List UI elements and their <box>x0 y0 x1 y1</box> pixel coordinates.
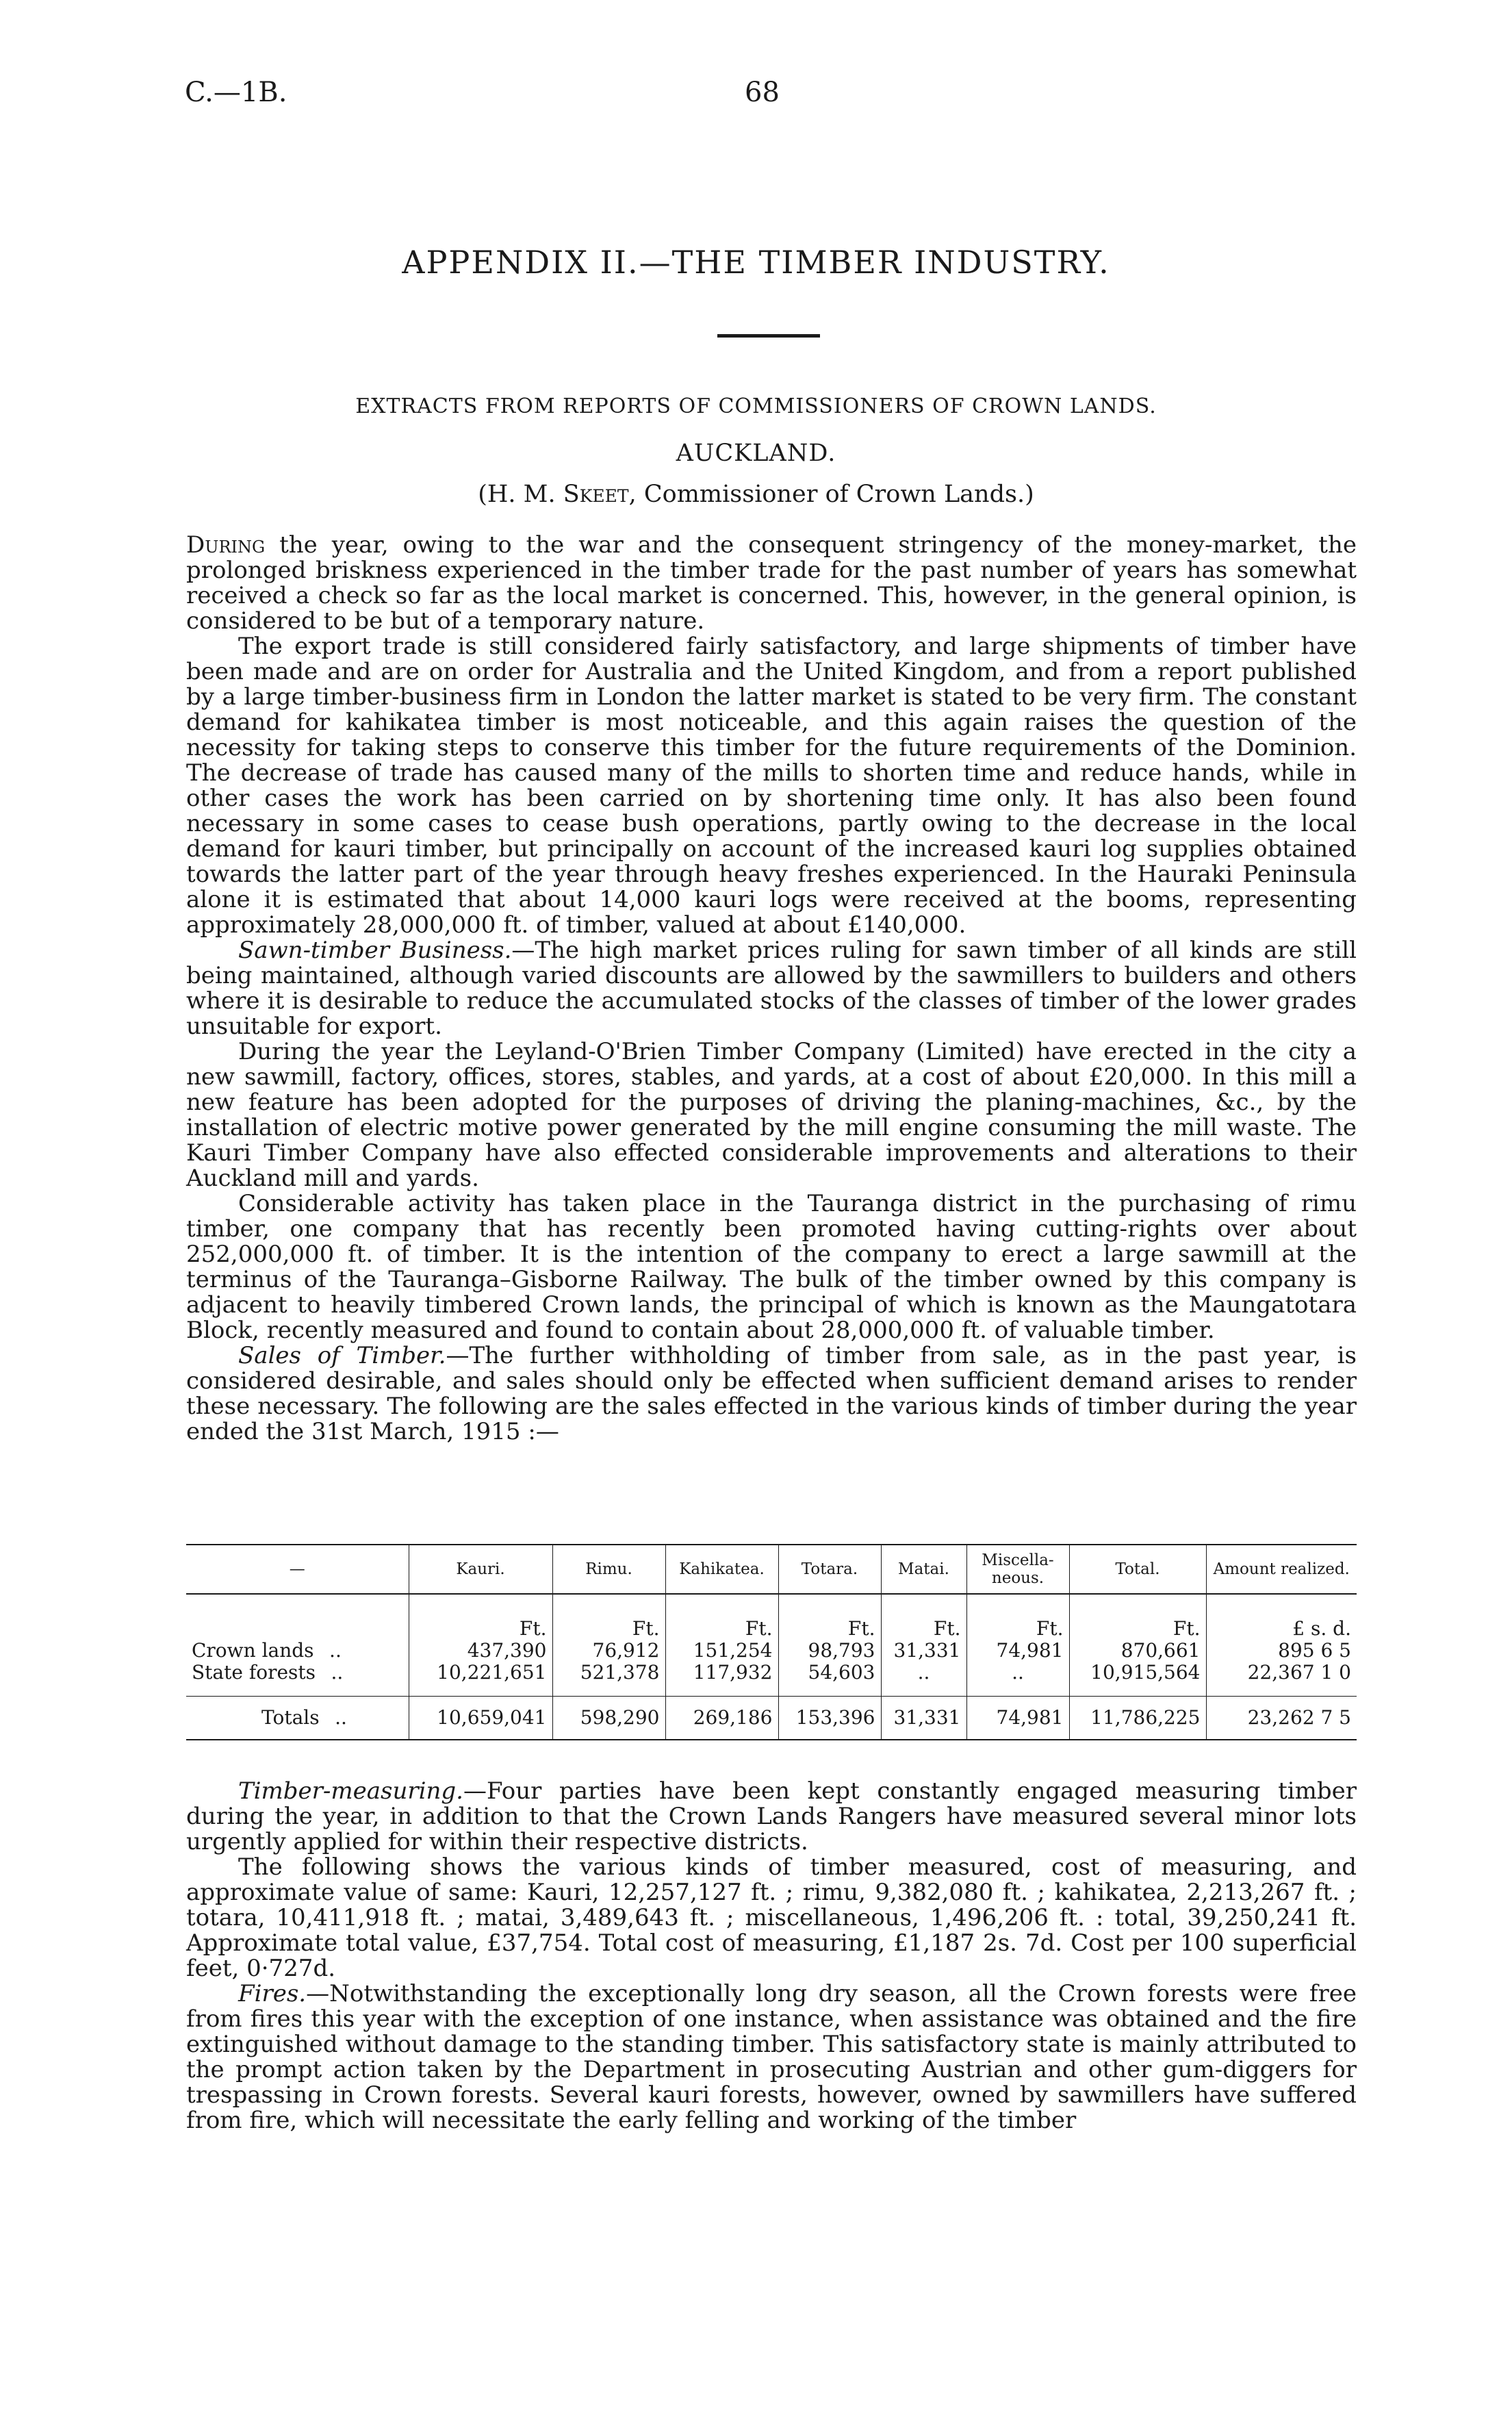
row-label-text: Totals <box>261 1706 320 1729</box>
doc-reference: C.—1B. <box>185 77 287 108</box>
table-header: Total. <box>1069 1545 1206 1594</box>
row-leader: .. <box>331 1661 344 1684</box>
table-cell: 870,661 <box>1069 1640 1206 1662</box>
region-heading: AUCKLAND. <box>676 440 836 467</box>
sales-table <box>186 1544 1357 1740</box>
page-title: APPENDIX II.—THE TIMBER INDUSTRY. <box>402 244 1110 281</box>
table-header: Kahikatea. <box>665 1545 778 1594</box>
page-number: 68 <box>745 77 780 108</box>
report-text-lower <box>186 1779 1357 2133</box>
table-cell: 31,331 <box>881 1697 966 1740</box>
paragraph-5: Considerable activity has taken place in the Tauranga district in the purchasing of rimu timber, one company that has recently been promoted having cutting-rights over about 252,000,000 ft. of timber. It is the intention of the company to erect a large sawmill at the terminus of the Tauranga–Gisborne Railway. The bulk of the timber owned by this company is adjacent to heavily timbered Crown lands, the principal of which is known as the Maungatotara Block, recently measured and found to contain about 28,000,000 ft. of valuable timber. <box>186 1190 1357 1344</box>
paragraph-3 <box>186 938 1357 1039</box>
table-cell: 521,378 <box>552 1662 665 1684</box>
table-header: Miscella-neous. <box>966 1545 1069 1594</box>
row-label-text: Crown lands <box>192 1639 314 1662</box>
paragraph-9 <box>186 1981 1357 2133</box>
table-header: Kauri. <box>409 1545 552 1594</box>
commissioner-open: (H. M. <box>478 481 563 508</box>
table-cell: 76,912 <box>552 1640 665 1662</box>
commissioner-rest: , Commissioner of Crown Lands.) <box>628 481 1034 508</box>
paragraph-2: The export trade is still considered fairly satisfactory, and large shipments of timber have been made and are on order for Australia and the United Kingdom, and from a report published by a large timber-business firm in London the latter market is stated to be very firm. The constant demand for kahikatea timber is most noticeable, and this again raises the question of the necessity for taking steps to conserve this timber for the future requirements of the Dominion. The decrease of trade has caused many of the mills to shorten time and reduce hands, while in other cases the work has been carried on by shortening time only. It has also been found necessary in some cases to cease bush operations, partly owing to the decrease in the local demand for kauri timber, but principally on account of the increased kauri log supplies obtained towards the latter part of the year through heavy freshes experienced. In the Hauraki Peninsula alone it is estimated that about 14,000 kauri logs were received at the booms, representing approximately 28,000,000 ft. of timber, valued at about £140,000. <box>186 633 1357 939</box>
table-header: Totara. <box>778 1545 881 1594</box>
table-cell: Ft. <box>778 1594 881 1640</box>
table-totals-row <box>186 1697 1357 1740</box>
table-row <box>186 1640 1357 1662</box>
table-cell: 98,793 <box>778 1640 881 1662</box>
table-cell: .. <box>966 1662 1069 1684</box>
table-cell: 437,390 <box>409 1640 552 1662</box>
table-header: Matai. <box>881 1545 966 1594</box>
table-cell: 22,367 1 0 <box>1206 1662 1357 1684</box>
table-cell: £ s. d. <box>1206 1594 1357 1640</box>
section-subtitle: EXTRACTS FROM REPORTS OF COMMISSIONERS OF CROWN LANDS. <box>355 394 1157 418</box>
paragraph-9-heading: Fires. <box>238 1980 307 2007</box>
table-cell: Ft. <box>1069 1594 1206 1640</box>
table-cell: 10,659,041 <box>409 1697 552 1740</box>
paragraph-8: The following shows the various kinds of timber measured, cost of measuring, and approximate value of same: Kauri, 12,257,127 ft. ; rimu, 9,382,080 ft. ; kahikatea, 2,213,267 ft. ; totara, 10,411,918 ft. ; matai, 3,489,643 ft. ; miscellaneous, 1,496,206 ft. : total, 39,250,241 ft. Approximate total value, £37,754. Total cost of measuring, £1,187 2s. 7d. Cost per 100 superficial feet, 0·727d. <box>186 1853 1357 1982</box>
paragraph-3-text: —The high market prices ruling for sawn timber of all kinds are still being maintained, although varied discounts are allowed by the sawmillers to builders and others where it is desirable to reduce the accumulated stocks of the classes of timber of the lower grades unsuitable for export. <box>186 937 1357 1040</box>
row-leader: .. <box>329 1639 342 1662</box>
paragraph-7 <box>186 1779 1357 1855</box>
table-cell: Ft. <box>665 1594 778 1640</box>
paragraph-1-text: the year, owing to the war and the consequent stringency of the money-market, the prolonged briskness experienced in the timber trade for the past number of years has somewhat received a check so far as the local market is concerned. This, however, in the general opinion, is considered to be but of a temporary nature. <box>186 531 1357 635</box>
table-header-row <box>186 1545 1357 1594</box>
paragraph-7-heading: Timber-measuring. <box>238 1777 463 1805</box>
paragraph-6 <box>186 1343 1357 1445</box>
paragraph-6-heading: Sales of Timber. <box>238 1342 446 1369</box>
row-leader: .. <box>335 1706 347 1729</box>
paragraph-3-heading: Sawn-timber Business. <box>238 937 512 964</box>
paragraph-9-text: —Notwithstanding the exceptionally long dry season, all the Crown forests were free from fires this year with the exception of one instance, when assistance was obtained and the fire extinguished without damage to the standing timber. This satisfactory state is mainly attributed to the prompt action taken by the Department in prosecuting Austrian and other gum-diggers for trespassing in Crown forests. Several kauri forests, however, owned by sawmillers have suffered from fire, which will necessitate the early felling and working of the timber <box>186 1980 1357 2134</box>
table-cell: Ft. <box>409 1594 552 1640</box>
row-label <box>186 1662 409 1684</box>
table-cell: 895 6 5 <box>1206 1640 1357 1662</box>
paragraph-7-text: —Four parties have been kept constantly engaged measuring timber during the year, in addition to that the Crown Lands Rangers have measured several minor lots urgently applied for within their respective districts. <box>186 1777 1357 1855</box>
table-cell: 269,186 <box>665 1697 778 1740</box>
table-cell: 23,262 7 5 <box>1206 1697 1357 1740</box>
commissioner-line <box>0 481 1512 508</box>
paragraph-6-text: —The further withholding of timber from sale, as in the past year, is considered desirable, and sales should only be effected when sufficient demand arises to render these necessary. The following are the sales effected in the various kinds of timber during the year ended the 31st March, 1915 :— <box>186 1342 1357 1445</box>
table-cell: 10,915,564 <box>1069 1662 1206 1684</box>
paragraph-1-lead: During <box>186 531 266 559</box>
table-header: Rimu. <box>552 1545 665 1594</box>
table-cell: Ft. <box>552 1594 665 1640</box>
table-cell: 74,981 <box>966 1640 1069 1662</box>
paragraph-1 <box>186 533 1357 634</box>
report-text-upper <box>186 533 1357 1445</box>
table-cell: Ft. <box>881 1594 966 1640</box>
table-cell: 153,396 <box>778 1697 881 1740</box>
table-cell <box>186 1594 409 1640</box>
table-row <box>186 1662 1357 1684</box>
table-cell: 10,221,651 <box>409 1662 552 1684</box>
table-spacer-row <box>186 1684 1357 1697</box>
table-header: Amount realized. <box>1206 1545 1357 1594</box>
commissioner-name: Skeet <box>563 481 629 508</box>
table-cell: 598,290 <box>552 1697 665 1740</box>
paragraph-4: During the year the Leyland-O'Brien Timber Company (Limited) have erected in the city a new sawmill, factory, offices, stores, stables, and yards, at a cost of about £20,000. In this mill a new feature has been adopted for the purposes of driving the planing-machines, &c., by the installation of electric motive power generated by the mill engine consuming the mill waste. The Kauri Timber Company have also effected considerable improvements and alterations to their Auckland mill and yards. <box>186 1038 1357 1192</box>
row-label-text: State forests <box>192 1661 316 1684</box>
table-cell: .. <box>881 1662 966 1684</box>
table-units-row <box>186 1594 1357 1640</box>
table-cell: 31,331 <box>881 1640 966 1662</box>
table-cell: 151,254 <box>665 1640 778 1662</box>
table-cell: 11,786,225 <box>1069 1697 1206 1740</box>
table-cell: 74,981 <box>966 1697 1069 1740</box>
table-cell: Ft. <box>966 1594 1069 1640</box>
table-header: — <box>186 1545 409 1594</box>
title-rule <box>717 334 820 338</box>
table-cell: 117,932 <box>665 1662 778 1684</box>
row-label <box>186 1697 409 1740</box>
row-label <box>186 1640 409 1662</box>
table-cell: 54,603 <box>778 1662 881 1684</box>
